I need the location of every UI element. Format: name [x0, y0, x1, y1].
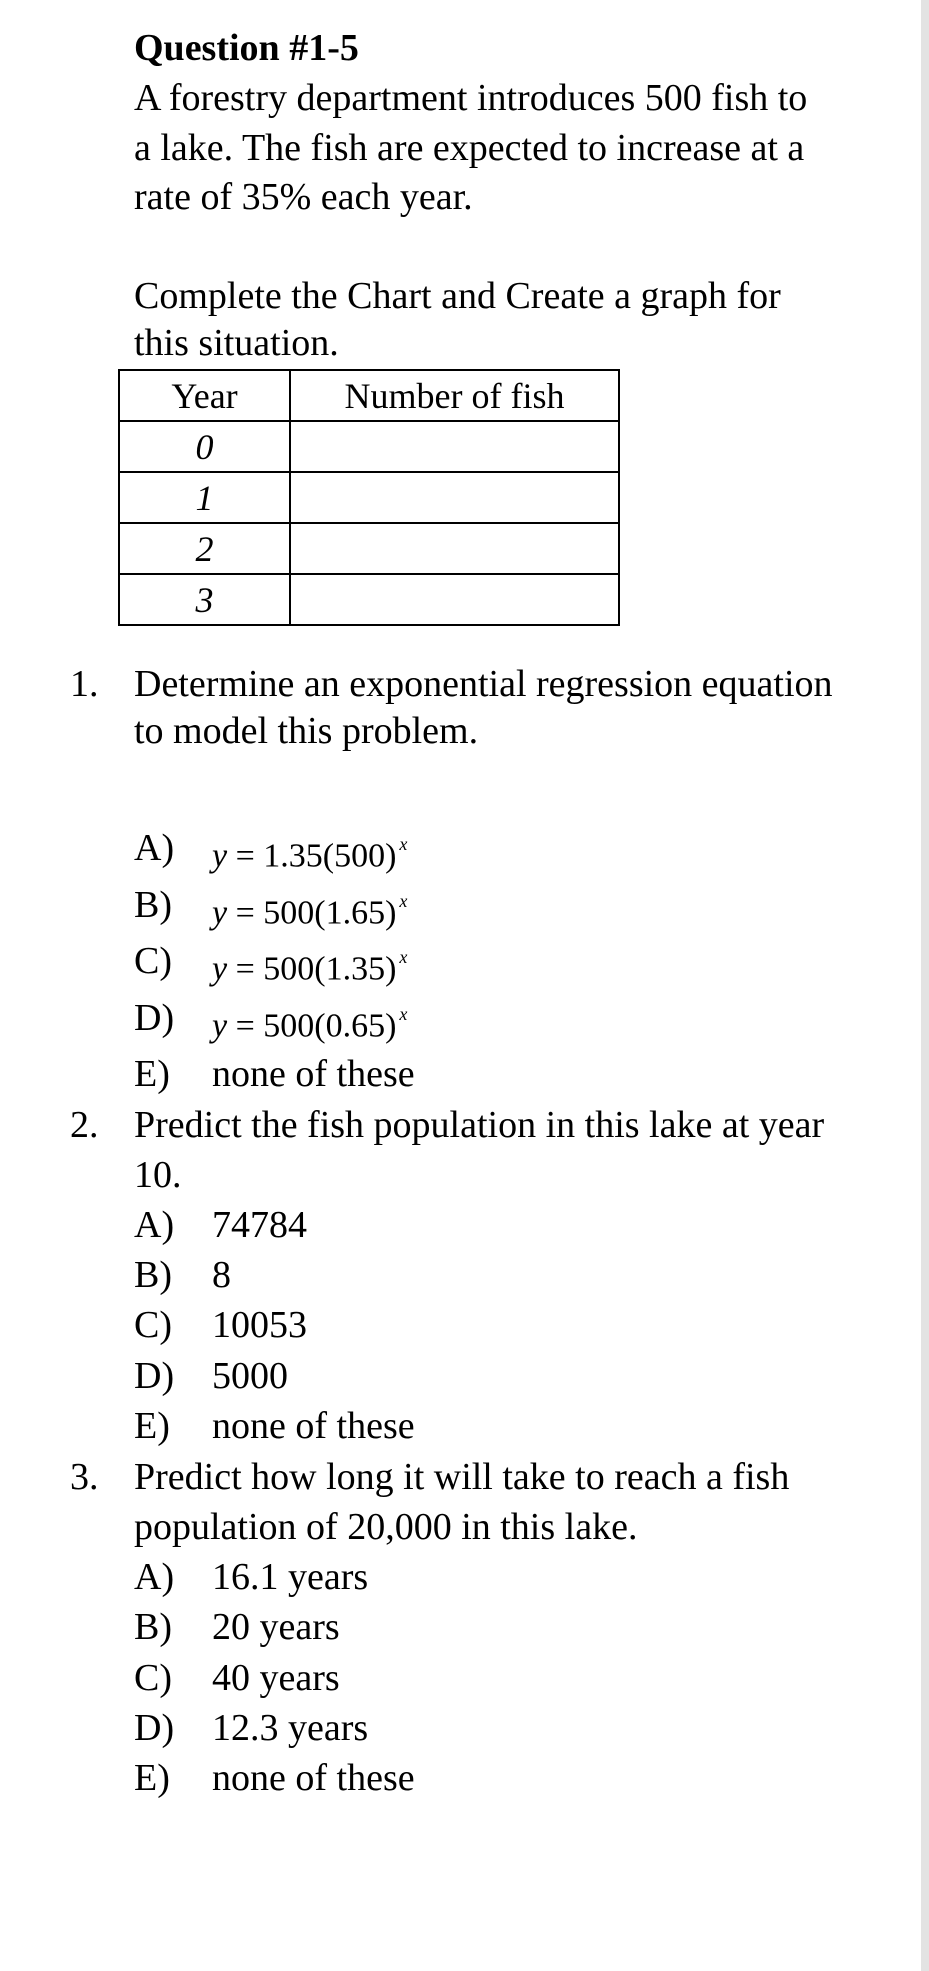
q1-choice-e-letter: E) — [134, 1053, 170, 1095]
q1-choice-e[interactable]: none of these — [212, 1053, 415, 1095]
year-cell: 1 — [119, 472, 290, 523]
q1-choice-d-letter: D) — [134, 997, 175, 1039]
question-2-line-2: 10. — [134, 1154, 182, 1196]
header-year: Year — [119, 370, 290, 421]
question-2-number: 2. — [70, 1104, 99, 1146]
question-3-line-1: Predict how long it will take to reach a fish — [134, 1456, 790, 1498]
fish-cell[interactable] — [290, 574, 619, 625]
intro-line-3: rate of 35% each year. — [134, 176, 473, 218]
q1-choice-a-letter: A) — [134, 827, 175, 869]
page-edge-divider — [921, 0, 929, 1971]
header-number-of-fish: Number of fish — [290, 370, 619, 421]
q3-choice-c-letter: C) — [134, 1657, 172, 1699]
table-row — [119, 421, 619, 472]
question-heading: Question #1-5 — [134, 27, 359, 69]
table-row — [119, 574, 619, 625]
fish-cell[interactable] — [290, 472, 619, 523]
q1-choice-c-letter: C) — [134, 940, 172, 982]
intro-line-2: a lake. The fish are expected to increase at a — [134, 127, 805, 169]
q1-choice-a[interactable]: y = 1.35(500) $^x$ — [212, 834, 408, 875]
q3-choice-c[interactable]: 40 years — [212, 1657, 340, 1699]
q3-choice-d[interactable]: 12.3 years — [212, 1707, 369, 1749]
fish-table — [118, 369, 620, 626]
q1-choice-c[interactable]: y = 500(1.35) $^x$ — [212, 947, 408, 988]
q2-choice-a-letter: A) — [134, 1204, 175, 1246]
question-3-number: 3. — [70, 1456, 99, 1498]
question-1-line-2: to model this problem. — [134, 710, 479, 752]
q3-choice-d-letter: D) — [134, 1707, 175, 1749]
table-row — [119, 523, 619, 574]
question-2-line-1: Predict the fish population in this lake at year — [134, 1104, 825, 1146]
q3-choice-e[interactable]: none of these — [212, 1757, 415, 1799]
q3-choice-b[interactable]: 20 years — [212, 1606, 340, 1648]
fish-cell[interactable] — [290, 421, 619, 472]
q2-choice-a[interactable]: 74784 — [212, 1204, 307, 1246]
question-1-number: 1. — [70, 663, 99, 705]
q1-choice-d[interactable]: y = 500(0.65) $^x$ — [212, 1004, 408, 1045]
question-1-line-1: Determine an exponential regression equation — [134, 663, 833, 705]
q2-choice-b-letter: B) — [134, 1254, 172, 1296]
table-header-row — [119, 370, 619, 421]
year-cell: 2 — [119, 523, 290, 574]
q1-choice-b[interactable]: y = 500(1.65) $^x$ — [212, 891, 408, 932]
table-row — [119, 472, 619, 523]
q2-choice-d-letter: D) — [134, 1355, 175, 1397]
q3-choice-a[interactable]: 16.1 years — [212, 1556, 369, 1598]
q3-choice-a-letter: A) — [134, 1556, 175, 1598]
q2-choice-e[interactable]: none of these — [212, 1405, 415, 1447]
instruction-line-2: this situation. — [134, 322, 339, 364]
q1-choice-b-letter: B) — [134, 884, 172, 926]
q3-choice-b-letter: B) — [134, 1606, 172, 1648]
fish-cell[interactable] — [290, 523, 619, 574]
year-cell: 0 — [119, 421, 290, 472]
year-cell: 3 — [119, 574, 290, 625]
question-3-line-2: population of 20,000 in this lake. — [134, 1506, 638, 1548]
q2-choice-c[interactable]: 10053 — [212, 1304, 307, 1346]
q2-choice-c-letter: C) — [134, 1304, 172, 1346]
q2-choice-d[interactable]: 5000 — [212, 1355, 288, 1397]
q2-choice-b[interactable]: 8 — [212, 1254, 231, 1296]
q3-choice-e-letter: E) — [134, 1757, 170, 1799]
q2-choice-e-letter: E) — [134, 1405, 170, 1447]
instruction-line-1: Complete the Chart and Create a graph for — [134, 275, 781, 317]
intro-line-1: A forestry department introduces 500 fish to — [134, 77, 808, 119]
